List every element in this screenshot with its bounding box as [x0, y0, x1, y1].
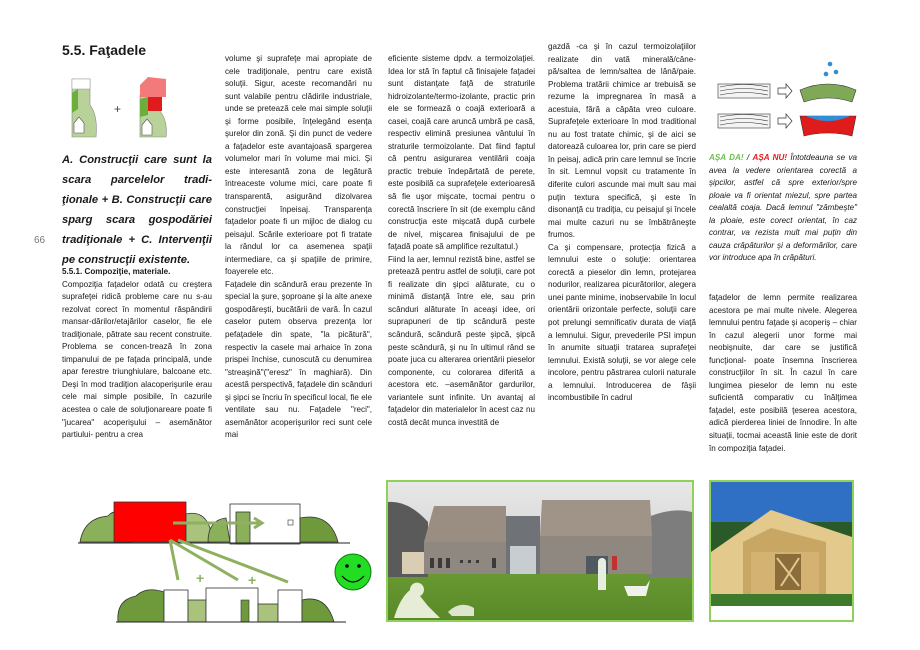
yes-label: AŞA DA!: [709, 153, 744, 162]
text-column-3: [388, 53, 535, 429]
no-label: AŞA NU!: [752, 153, 788, 162]
paragraph: Ca şi compensare, protecţia fizică a lemnului este o soluţie: orientarea corectă a pieselor din lemn, protejarea nodurilor, realizarea picurătorilor, alegera unei pante minime, inobservabile în locul orientării orizontale perfecte, soluţii care pot prelungi semnificativ durata de viaţă a lemnului. Sigur, prevederile PSI impun în anumite situaţii tratarea suprafeţei lemnului. Există soluţii, se vor alege cele incolore, pentru păstrarea culorii naturale a lemnului. Introducerea de fâşii incombustibile în cadrul: [548, 242, 696, 403]
text-column-1: [62, 266, 212, 442]
wood-orientation-diagram: [712, 58, 862, 140]
paragraph: Compoziţia faţadelor odată cu creştera suprafeţei ridică probleme care nu s-au rezolvat corect în momentul răspândirii mansar-dărilor/etajărilor caselor, fie ele tradiţionale, pătrate sau recent construite. Problema se concen-trează în zona timpanului de pe faţada principală, unde apar ferestre triunghiulare, balcoane etc. Deşi în mod tradiţion alacoperişurile erau cele mai simple posibile, în cazurile acestea o cale de soluţionareare poate fi "jucarea" acoperişului – asemănător partiului- pentru a crea: [62, 279, 212, 440]
paragraph: Fiind la aer, lemnul rezistă bine, astfel se pretează pentru astfel de soluţii, care pot fi realizate din şipci alăturate, cu o minimă distanţă între ele, sau prin scânduri alăturate în aceaşi idee, ori suprapuneri de tip scândură peste scândură, scândură peste şipcă, şipcă peste scândură, şi nu în ultimul rând se poate juca cu alterarea orientării pieselor componente, cu colorarea diferită a acestora etc. –asemănător gardurilor, variantele sunt infinite. Un avantaj al faţadelor din materialelor în acest caz nu costă decât munca investită de: [388, 254, 535, 427]
svg-text:+: +: [114, 102, 122, 116]
volume-split-sketch: [58, 500, 383, 628]
barn-illustration: [388, 482, 692, 620]
text-column-2: [225, 53, 372, 442]
text-column-4: [548, 41, 696, 405]
paragraph: gazdă -ca şi în cazul termoizolaţiilor realizate din vată minerală/câne-pă/saltea de lemn/saltea de lână/paie. Problema tratării chimice ar trebuisă se rezume la impregnarea în masă a acestuia, fără a căpăta vreo culoare. Suprafeţele exterioare în mod traditional nu au fost tratate chimic, şi de aici se datorează culoarea lor, prin care se pierd în peisaj, adică prin care lemnul se încrie în sit. Lemnul vopsit cu tratamente în diferite culori ascunde mai mult sau mai puţin textura specifică, şi este în disonanţă cu tradiţia, cu peisajul şi încele mai multe cazuri nu se îmbătrâneşte frumos.: [548, 42, 696, 240]
text-column-6: [709, 292, 857, 455]
page-number: 66: [34, 235, 46, 246]
modern-barn-house-photo: [386, 480, 694, 622]
svg-text:+: +: [196, 570, 205, 586]
paragraph: Faţadele din scândură erau prezente în special la şure, şoproane şi la alte anexe gospodăreşti, bucătării de vară. În cazul caselor putem observa prezenţa lor pefaţadele din spate, "la picătură", respectiv la casele mai arhaice în zona prispei închise, cunoscută cu denumirea "streaşină"("eresz" în maghiară). Din acestă perspectivă, faţadele din scânduri şi şipci se încriu în specificul local, fie ele ventilate sau nu. Faţadele "reci", asemănător acoperişurilor reci sunt cele mai: [225, 279, 372, 440]
intro-text: A. Construcţii care sunt la scara parcelelor tradi-ţionale + B. Construcţii care sparg scara gospodăriei tradiţionale + C. Intervenţii pe construcţii existente.: [62, 154, 212, 266]
callout-text: AŞA DA! / AŞA NU! Întotdeauna se va avea la vedere orientarea corectă a şipcilor, astfel că spre exterior/spre ploaie va fi orientat miezul, spre partea cealaltă coaja. Dacă lemnul "zâmbeşte" la ploaie, este corect orientat, în caz contrar, va rezista mult mai puţin din cauza crăpăturilor şi a deformărilor, care vor introduce apa în crăpături.: [709, 153, 857, 263]
paragraph: eficiente sisteme dpdv. a termoizolaţiei. Idea lor stă în faptul că finisajele faţadei sunt distanţate faţă de straturile hidroizolante/termo-izolante, practic prin ele se formează o coajă exterioară a casei, coajă care aruncă umbră pe casă, respectiv elimină presiunea vântului în straturile termoizolante. Dat fiind faptul că pentru asigurarea ventilării coaja practic trebuie îndepărtată de perete, este posibilă ca suprafeţele exterioaresă să fie uşor mişcate, tocmai pentru o corectă înscriere în sit (de exemplu când construcţia este mişcată după curbele de nivel, mişcarea finisajului de pe faţadă poate să amplifice rezultatul.): [388, 54, 535, 252]
parcel-scale-diagram: [68, 75, 178, 140]
paragraph: faţadelor de lemn permite realizarea acestora pe mai multe nivele. Alegerea lemnului pentru faţade şi acoperiş – chiar în cazul alegerii unor forme mai neobişnuite, dar care se justifică funcţional- poate însemna înscrierea construcţiilor în sit. În cazul în care lungimea pieselor de lemn nu este suficientă comparativ cu înălţimea faţadel, este posibilă ţeserea acestora, adică pierderea liniei de înnodire. În alte situaţii, tocmai această linie este de dorit în compoziţia faţadei.: [709, 293, 857, 453]
callout-body: Întotdeauna se va avea la vedere orientarea corectă a şipcilor, astfel că spre exterior/spre ploaie va fi orientat miezul, spre partea cealaltă coaja. Dacă lemnul "zâmbeşte" la ploaie, este corect orientat, în caz contrar, va rezista mult mai puţin din cauza crăpăturilor şi a deformărilor, care vor introduce apa în crăpături.: [709, 153, 857, 263]
section-title: 5.5. Faţadele: [62, 42, 147, 58]
paragraph: volume şi suprafeţe mai apropiate de cele tradiţionale, pentru care există soluţii. Sigur, aceste recomandări nu sunt valabile pentru clădirile industriale, unde se pretează cele mai simple soluţii şi forme posibile, înţelegând esenţa şurelor din zonă. Şi din punct de vedere a faţadelor este avantajoasă spargerea volumelor mari în volume mai mici. Şi este interesantă zona de legătură întreaceste volume mici, care poate fi transparentă, asigurând dizolvarea construcţiei înpeisaj. Transparenţa faţadelor poate fi un mijloc de dialog cu peisajul. Scările exterioare pot fi tratate la rândul lor ca asemenea spaţii intermediare, ca şi spaţiile de primire, foayerele etc.: [225, 54, 372, 277]
subsection-heading: 5.5.1. Compoziţie, materiale.: [62, 267, 171, 276]
svg-text:+: +: [248, 572, 257, 588]
timber-pavilion-photo: [709, 480, 854, 622]
pavilion-illustration: [711, 482, 852, 620]
